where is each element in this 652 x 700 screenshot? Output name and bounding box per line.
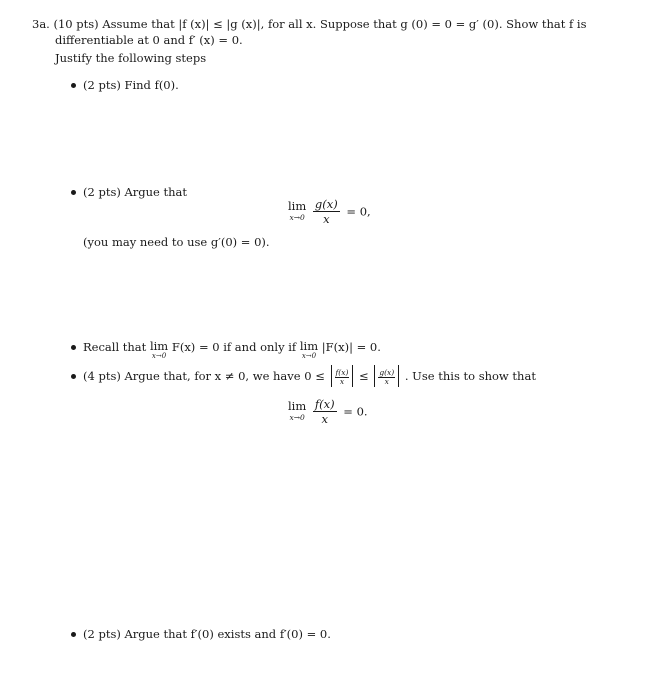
fraction-denominator: x (339, 376, 345, 386)
fraction-denominator: x (323, 212, 330, 226)
bullet-step-1 (71, 83, 76, 88)
equation-rhs: = 0. (343, 404, 368, 419)
fraction-numerator: g(x) (379, 367, 395, 377)
bullet-step-5 (71, 632, 76, 637)
fraction (313, 398, 337, 425)
lim-word: lim (299, 339, 319, 353)
problem-points: (10 pts) (53, 17, 99, 31)
lim-subscript: x→0 (151, 352, 167, 360)
small-fraction-2 (378, 369, 395, 386)
lim-word: lim (288, 398, 307, 413)
step-1-text: (2 pts) Find f(0). (83, 78, 179, 92)
bullet-step-4 (71, 374, 76, 379)
fraction-numerator: f(x) (314, 397, 335, 411)
problem-header-line-1 (32, 17, 587, 31)
limit-operator (288, 198, 307, 223)
abs-value-2 (374, 365, 399, 387)
lim-subscript: x→0 (301, 352, 317, 360)
step-5-text: (2 pts) Argue that f′(0) exists and f′(0) = 0. (83, 627, 331, 641)
step-2-hint: (you may need to use g′(0) = 0). (83, 235, 270, 249)
problem-statement-line-1: Assume that |f (x)| ≤ |g (x)|, for all x. Suppose that g (0) = 0 = g′ (0). Show that f is (102, 17, 587, 31)
instruction-text: Justify the following steps (55, 51, 207, 65)
step-4-post: . Use this to show that (404, 369, 536, 383)
step-4-text (83, 364, 536, 387)
step-3-mid-1: F(x) = 0 if and only if (171, 340, 297, 354)
limit-operator (288, 398, 307, 423)
problem-number: 3a. (32, 17, 50, 31)
lim-word: lim (149, 339, 169, 353)
equation-rhs: = 0, (346, 204, 371, 219)
bullet-step-2 (71, 190, 76, 195)
lim-subscript: x→0 (289, 412, 305, 422)
step-4-display-equation (288, 398, 368, 425)
fraction-numerator: g(x) (314, 197, 338, 211)
lim-word: lim (288, 198, 307, 213)
step-3-mid-2: |F(x)| = 0. (321, 340, 381, 354)
leq-sign: ≤ (359, 369, 369, 383)
small-fraction-1 (335, 369, 350, 386)
step-2-text: (2 pts) Argue that (83, 185, 188, 199)
abs-value-1 (331, 365, 354, 387)
step-2-display-equation (288, 198, 371, 225)
inline-limit-1 (150, 340, 168, 360)
lim-subscript: x→0 (289, 212, 305, 222)
fraction-denominator: x (384, 376, 389, 386)
inline-limit-2 (300, 340, 318, 360)
step-3-text (83, 340, 381, 360)
fraction-numerator: f(x) (335, 367, 349, 377)
step-4-pre: (4 pts) Argue that, for x ≠ 0, we have 0 ≤ (83, 369, 325, 383)
problem-statement-line-2: differentiable at 0 and f′ (x) = 0. (55, 33, 243, 47)
fraction (313, 198, 340, 225)
fraction-denominator: x (321, 412, 329, 426)
step-3-pre: Recall that (83, 340, 147, 354)
bullet-step-3 (71, 345, 76, 350)
